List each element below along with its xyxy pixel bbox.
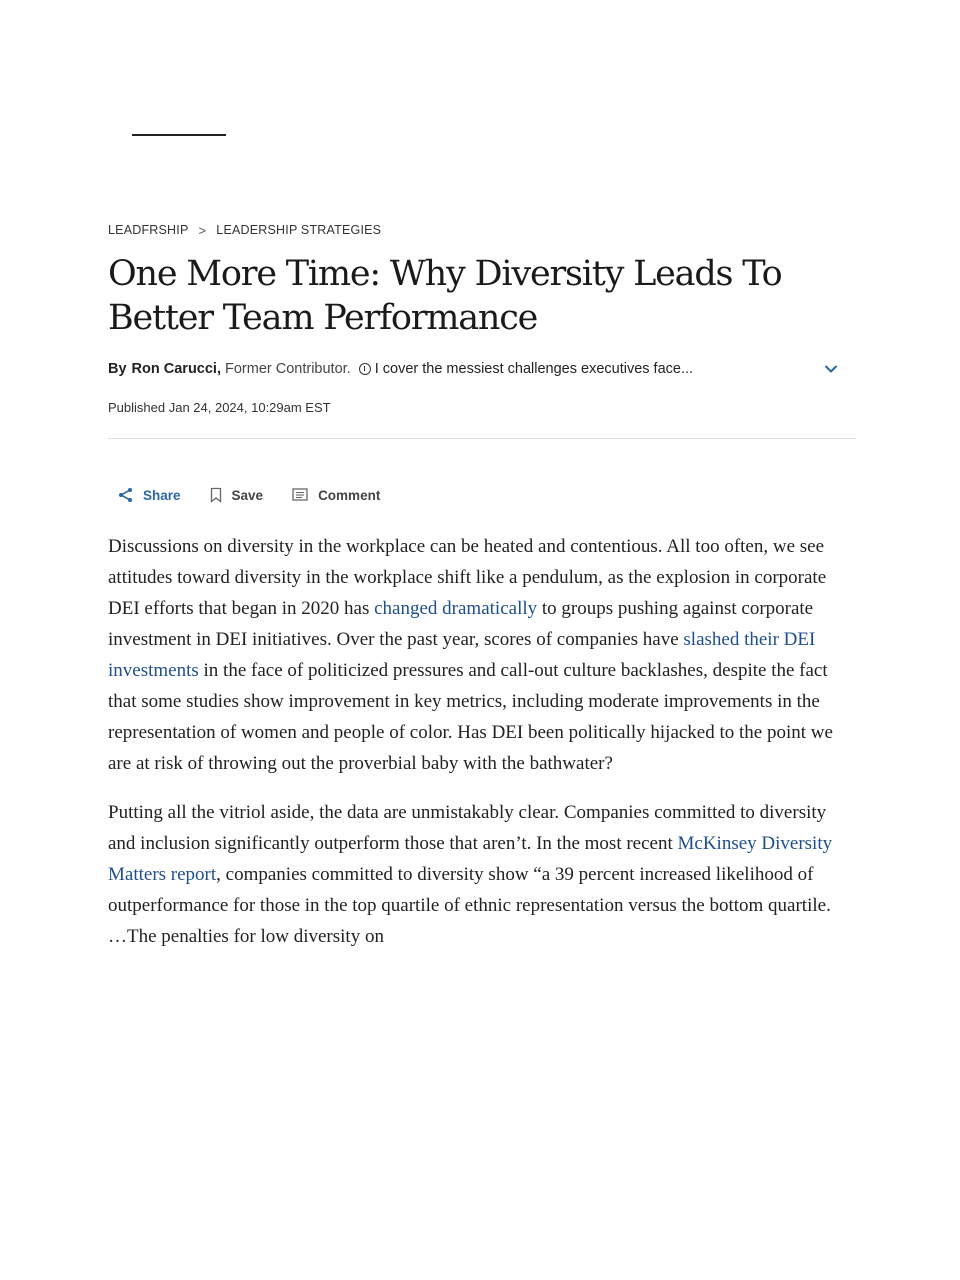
comment-label: Comment [318, 487, 381, 503]
author-role: Former Contributor. [224, 361, 351, 377]
paragraph-1 [108, 531, 854, 779]
article [108, 220, 856, 970]
breadcrumb-separator: > [198, 222, 207, 238]
byline-by: By [108, 361, 127, 377]
paragraph-1-text-c: in the face of politicized pressures and call-out culture backlashes, despite the fact that some studies show improvement in key metrics, including moderate improvements in the representation of women and people of color. Has DEI been politically hijacked to the point we are at risk of throwing out the proverbial baby with the bathwater? [108, 660, 833, 774]
chevron-down-icon[interactable] [822, 360, 840, 378]
author-bio: I cover the messiest challenges executives face... [374, 361, 694, 377]
headline: One More Time: Why Diversity Leads To Better Team Performance [108, 254, 782, 338]
article-body [108, 531, 854, 952]
paragraph-1-text-a: Discussions on diversity in the workplace can be heated and contentious. All too often, we see attitudes toward diversity in the workplace shift like a pendulum, as the explosion in corporate DEI efforts that began in 2020 has [108, 536, 827, 619]
info-icon [359, 363, 371, 375]
comment-button[interactable] [291, 487, 380, 503]
breadcrumb [108, 220, 856, 240]
article-actions [108, 485, 856, 505]
breadcrumb-section[interactable]: LEADFRSHIP [108, 223, 189, 237]
bookmark-icon [209, 487, 223, 503]
save-button[interactable] [209, 487, 264, 503]
published-date: Published Jan 24, 2024, 10:29am EST [108, 400, 331, 415]
breadcrumb-subsection[interactable]: LEADERSHIP STRATEGIES [216, 223, 382, 237]
share-icon [118, 487, 134, 503]
save-label: Save [231, 487, 264, 503]
paragraph-1-text-b: to groups pushing against corporate investment in DEI initiatives. Over the past year, scores of companies have [108, 598, 814, 650]
paragraph-2 [108, 797, 854, 952]
author-name[interactable]: Ron Carucci, [131, 361, 221, 377]
link-slashed-dei-investments[interactable]: slashed their DEI investments [108, 629, 816, 681]
byline [108, 358, 856, 380]
paragraph-2-text-b: , companies committed to diversity show “a 39 percent increased likelihood of outperformance for those in the top quartile of ethnic representation versus the bottom quartile. …The penalties for low diversity on [108, 864, 831, 947]
link-changed-dramatically[interactable]: changed dramatically [374, 598, 538, 619]
divider [108, 438, 856, 439]
paragraph-2-text-a: Putting all the vitriol aside, the data are unmistakably clear. Companies committed to diversity and inclusion significantly outperform those that aren’t. In the most recent [108, 802, 827, 854]
comment-icon [291, 487, 309, 503]
link-mckinsey-report[interactable]: McKinsey Diversity Matters report [108, 833, 833, 885]
share-button[interactable] [118, 487, 181, 503]
top-rule [132, 134, 226, 136]
share-label: Share [143, 487, 181, 503]
